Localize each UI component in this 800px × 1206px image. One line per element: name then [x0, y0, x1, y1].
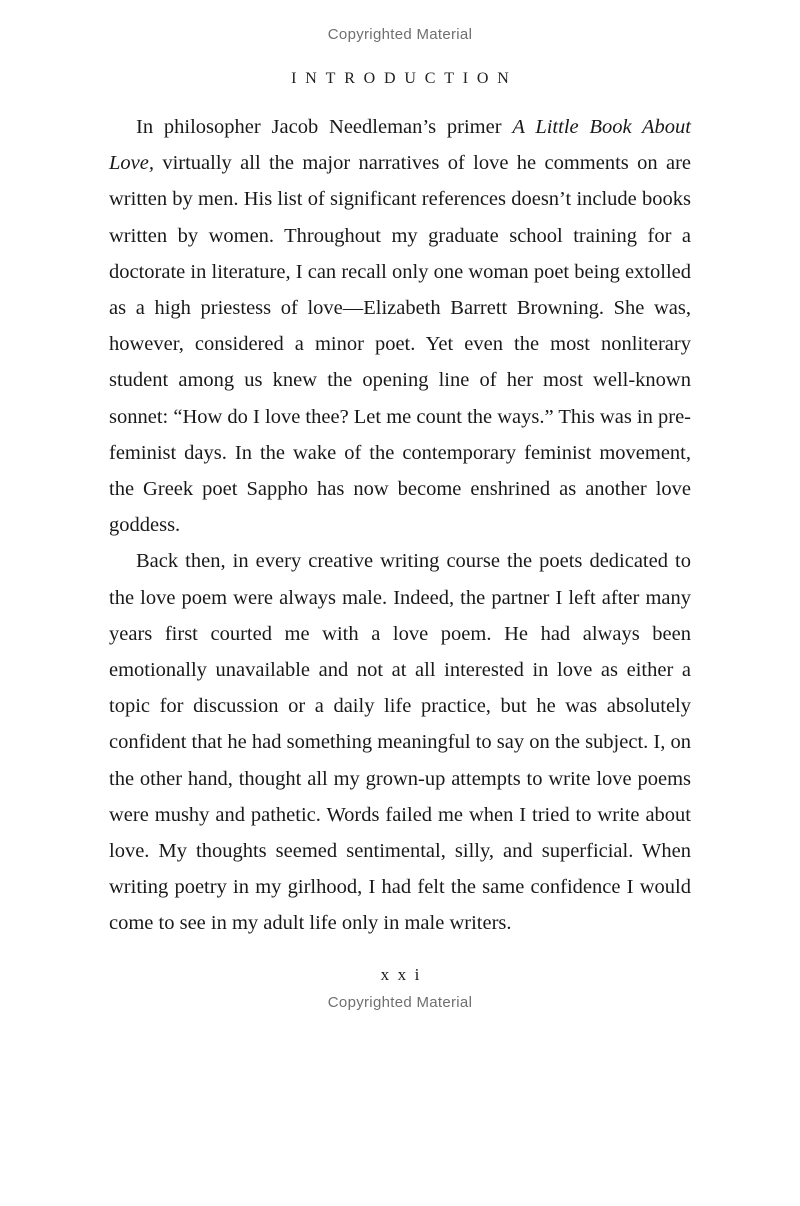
body-text	[109, 109, 691, 942]
book-title-italic: A Little Book About Love,	[109, 116, 691, 175]
paragraph-1-post: virtually all the major narratives of love he comments on are written by men. His list of significant references doesn’t include books written by women. Throughout my graduate school training for a doctorate in literature, I can recall only one woman poet being extolled as a high priestess of love—Elizabeth Barrett Browning. She was, however, considered a minor poet. Yet even the most nonliterary student among us knew the opening line of her most well-known sonnet: “How do I love thee? Let me count the ways.” This was in pre-feminist days. In the wake of the contemporary feminist movement, the Greek poet Sappho has now become enshrined as another love goddess.	[109, 152, 691, 537]
copyright-notice-top: Copyrighted Material	[327, 26, 473, 43]
paragraph-2: Back then, in every creative writing course the poets dedicated to the love poem were always male. Indeed, the partner I left after many years first courted me with a love poem. He had always been emotionally unavailable and not at all interested in love as either a topic for discussion or a daily life practice, but he was absolutely confident that he had something meaningful to say on the subject. I, on the other hand, thought all my grown-up attempts to write love poems were mushy and pathetic. Words failed me when I tried to write about love. My thoughts seemed sentimental, silly, and superficial. When writing poetry in my girlhood, I had felt the same confidence I would come to see in my adult life only in male writers.	[109, 550, 691, 935]
page-number: xxi	[380, 964, 428, 984]
section-header: INTRODUCTION	[291, 70, 518, 87]
copyright-notice-bottom: Copyrighted Material	[327, 993, 473, 1011]
paragraph-1-pre: In philosopher Jacob Needleman’s primer	[136, 116, 513, 138]
paragraph-1	[109, 109, 691, 543]
